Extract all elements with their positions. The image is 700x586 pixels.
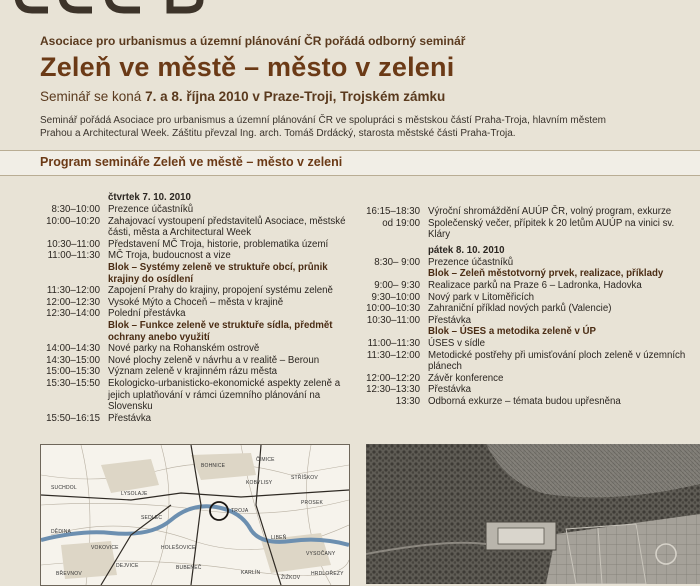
- schedule-row: [20, 204, 360, 216]
- map-label-troja: TROJA: [231, 508, 249, 514]
- schedule-text: Nové plochy zeleně v návrhu a v realitě – Beroun: [108, 354, 320, 366]
- schedule-row: [20, 355, 360, 367]
- schedule-row: [362, 338, 692, 350]
- schedule-block-heading: [20, 320, 360, 343]
- schedule-text: Nové parky na Rohanském ostrově: [108, 343, 260, 355]
- venue-date: 7. a 8. října 2010: [145, 89, 249, 104]
- schedule-row: [20, 366, 360, 378]
- map-label-vysocany: VYSOČANY: [306, 551, 336, 557]
- schedule-time: 9:00– 9:30: [374, 279, 420, 291]
- schedule-row: [20, 308, 360, 320]
- schedule-time: 11:00–11:30: [47, 250, 100, 262]
- schedule-row: [20, 216, 360, 239]
- aerial-photo: [366, 444, 700, 584]
- schedule-text: Vysoké Mýto a Choceň – města v krajině: [108, 296, 284, 308]
- day1-rows: [20, 204, 360, 424]
- schedule-text: Prezence účastníků: [108, 204, 194, 215]
- map-label-kobylisy: KOBYLISY: [246, 480, 273, 486]
- schedule-text: Metodické postřehy při umisťování ploch zeleně v územních plánech: [428, 349, 686, 373]
- schedule-text: Zapojení Prahy do krajiny, propojení systému zeleně: [108, 285, 333, 297]
- schedule-time: 15:50–16:15: [46, 412, 100, 424]
- schedule-row: [362, 384, 692, 396]
- schedule-text: Přestávka: [428, 384, 472, 396]
- schedule-text: Realizace parků na Praze 6 – Ladronka, Hadovka: [428, 279, 642, 291]
- map-label-cimice: ČIMICE: [256, 457, 275, 463]
- schedule-row: [362, 280, 692, 292]
- schedule-time: 15:30–15:50: [46, 377, 100, 389]
- schedule-text: Představení MČ Troja, historie, problematika území: [108, 238, 329, 250]
- schedule-row: [20, 378, 360, 413]
- map-label-sedlec: SEDLEC: [141, 515, 163, 521]
- map-label-strizkov: STŘÍŠKOV: [291, 475, 318, 481]
- schedule-time: 8:30– 9:00: [374, 256, 420, 268]
- schedule-text: Přestávka: [108, 412, 152, 424]
- organizer-line: Asociace pro urbanismus a územní plánování ČR pořádá odborný seminář: [40, 34, 466, 48]
- schedule-time: 11:30–12:00: [46, 285, 100, 297]
- map-label-lysolaje: LYSOLAJE: [121, 491, 148, 497]
- schedule-row: [362, 292, 692, 304]
- venue-suffix: v Praze-Troji, Trojském zámku: [248, 89, 446, 104]
- schedule-row: [20, 239, 360, 251]
- schedule-text: Polední přestávka: [108, 308, 186, 320]
- map-label-vokovice: VOKOVICE: [91, 545, 119, 551]
- schedule-text: Závěr konference: [428, 372, 504, 384]
- map-label-karlin: KARLÍN: [241, 570, 261, 576]
- schedule-time: 14:00–14:30: [46, 343, 100, 355]
- map-label-liben: LIBEŇ: [271, 535, 287, 541]
- day2-heading: pátek 8. 10. 2010: [428, 244, 505, 256]
- schedule-block-heading: [362, 326, 692, 338]
- schedule-time: 12:30–13:30: [366, 384, 420, 396]
- schedule-time: 9:30–10:00: [371, 291, 420, 303]
- day2-rows: [362, 257, 692, 408]
- schedule-time: 16:15–18:30: [366, 206, 420, 217]
- schedule-text: Přestávka: [428, 314, 472, 326]
- schedule-block-heading: [20, 262, 360, 285]
- venue-line: [40, 89, 445, 104]
- map-drawing: [41, 445, 349, 585]
- schedule-time: 11:30–12:00: [366, 349, 420, 361]
- schedule-row: [362, 315, 692, 327]
- schedule-block-heading: [362, 268, 692, 280]
- schedule-text: Výroční shromáždění AUÚP ČR, volný program, exkurze: [428, 206, 672, 217]
- schedule-row: [20, 250, 360, 262]
- map-label-suchdol: SUCHDOL: [51, 485, 77, 491]
- schedule-time: 12:00–12:30: [46, 296, 100, 308]
- schedule-text: ÚSES v sídle: [428, 337, 486, 349]
- schedule-time: od 19:00: [382, 217, 420, 229]
- schedule-row: [20, 413, 360, 425]
- day1-heading: čtvrtek 7. 10. 2010: [108, 192, 191, 203]
- schedule-text: Blok – Zeleň městotvorný prvek, realizace, příklady: [428, 268, 664, 280]
- schedule-time: 11:00–11:30: [367, 337, 420, 349]
- schedule-time: 13:30: [395, 395, 420, 407]
- schedule-text: Nový park v Litoměřicích: [428, 291, 535, 303]
- map-label-dejvice: DEJVICE: [116, 563, 139, 569]
- schedule-time: 10:30–11:00: [46, 238, 100, 250]
- evening-rows: [362, 206, 692, 241]
- map-label-holesovice: HOLEŠOVICE: [161, 545, 196, 551]
- map-label-bubenec: BUBENEČ: [176, 565, 202, 571]
- map-label-dedina: DĚDINA: [51, 529, 72, 535]
- map-label-zizkov: ŽIŽKOV: [281, 575, 301, 581]
- schedule-text: Prezence účastníků: [428, 256, 514, 268]
- map-label-hrdlorezy: HRDLOŘEZY: [311, 571, 344, 577]
- logo: [0, 0, 700, 18]
- venue-prefix: Seminář se koná: [40, 89, 146, 104]
- schedule-time: 12:00–12:20: [366, 372, 420, 384]
- schedule-time: 8:30–10:00: [51, 204, 100, 215]
- seminar-title: Zeleň ve městě – město v zeleni: [40, 52, 455, 82]
- schedule-text: Ekologicko-urbanisticko-ekonomické aspekty zeleně a jejich uplatňování v rámci územního plánování na Slovensku: [108, 377, 341, 413]
- schedule-row: [362, 218, 692, 241]
- schedule-time: 15:00–15:30: [46, 366, 100, 378]
- schedule-text: Blok – Systémy zeleně ve struktuře obcí, průnik krajiny do osídlení: [108, 261, 328, 285]
- schedule-row: [20, 297, 360, 309]
- day1-schedule: [20, 192, 360, 424]
- schedule-row: [362, 350, 692, 373]
- schedule-text: Význam zeleně v krajinném rázu města: [108, 366, 278, 378]
- aerial-photo-drawing: [366, 444, 700, 584]
- program-heading: Program semináře Zeleň ve městě – město v zeleni: [40, 155, 343, 169]
- schedule-row: [362, 257, 692, 269]
- schedule-time: 10:00–10:20: [46, 215, 100, 227]
- schedule-text: Blok – ÚSES a metodika zeleně v ÚP: [428, 326, 596, 338]
- schedule-time: 10:00–10:30: [366, 303, 420, 315]
- schedule-time: 12:30–14:00: [46, 308, 100, 320]
- schedule-time: 10:30–11:00: [366, 314, 420, 326]
- schedule-text: Odborná exkurze – témata budou upřesněna: [428, 395, 621, 407]
- schedule-row: [20, 343, 360, 355]
- schedule-row: [362, 206, 692, 218]
- schedule-row: [362, 303, 692, 315]
- schedule-text: MČ Troja, budoucnost a vize: [108, 250, 231, 262]
- schedule-text: Společenský večer, přípitek k 20 letům AUÚP na vinici sv. Kláry: [428, 217, 675, 241]
- schedule-row: [362, 396, 692, 408]
- day2-schedule: [362, 206, 692, 408]
- schedule-text: Zahajovací vystoupení představitelů Asociace, městské části, města a Architectural Week: [108, 215, 346, 239]
- schedule-text: Zahraniční příklad nových parků (Valencie): [428, 303, 612, 315]
- map-label-prosek: PROSEK: [301, 500, 324, 506]
- intro-paragraph: Seminář pořádá Asociace pro urbanismus a územní plánování ČR ve spolupráci s městskou částí Praha-Troja, hlavním městem Prahou a Architectural Week. Záštitu převzal Ing. arch. Tomáš Drdácký, starosta městské části Praha-Troja.: [40, 115, 606, 139]
- map-label-bohnice: BOHNICE: [201, 463, 226, 469]
- location-map: [40, 444, 350, 586]
- schedule-row: [20, 285, 360, 297]
- schedule-text: Blok – Funkce zeleně ve struktuře sídla, předmět ochrany anebo využití: [108, 319, 333, 343]
- schedule-time: 14:30–15:00: [46, 354, 100, 366]
- map-label-brevnov: BŘEVNOV: [56, 571, 82, 577]
- schedule-row: [362, 373, 692, 385]
- program-heading-bar: [0, 150, 700, 176]
